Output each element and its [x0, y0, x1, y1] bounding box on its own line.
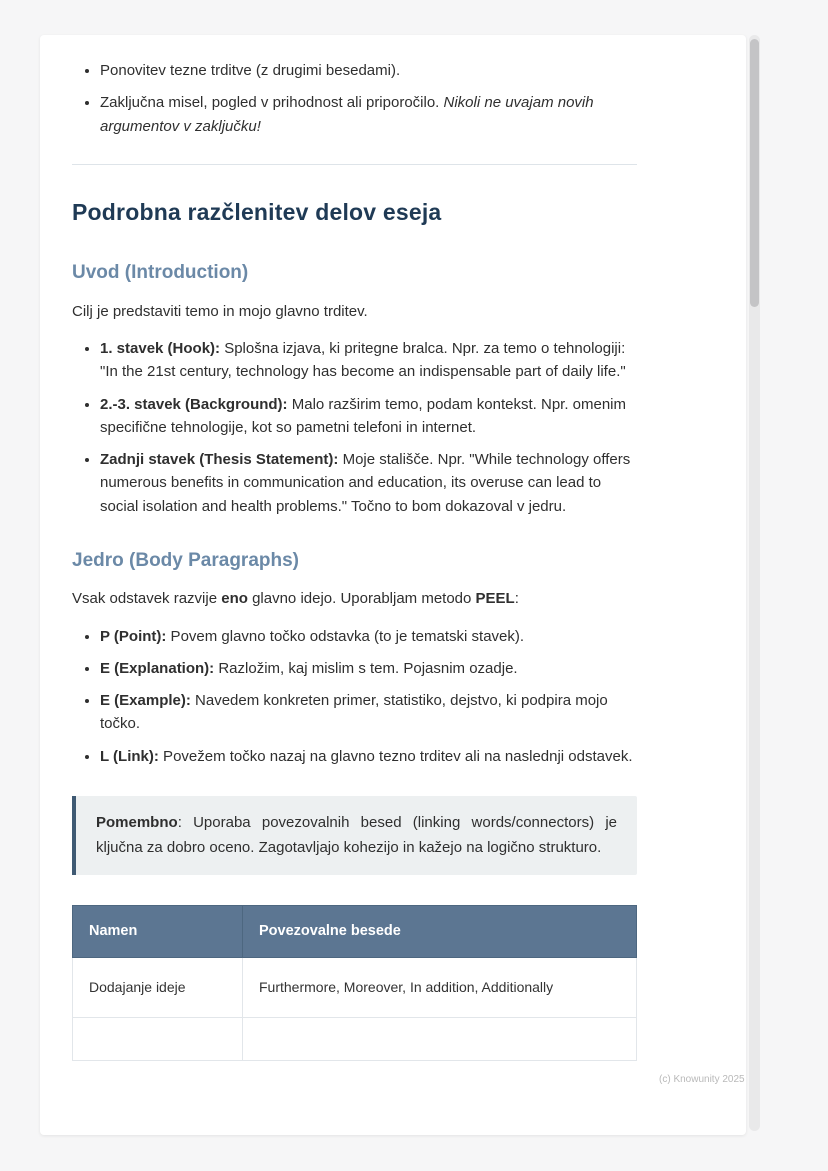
list-item — [100, 625, 637, 648]
connectors-table — [72, 905, 637, 1061]
table-header-row — [73, 906, 637, 957]
list-item-italic-text: Nikoli ne uvajam novih argumentov v zaključku! — [100, 94, 594, 135]
document-card — [40, 35, 746, 1135]
list-item — [100, 657, 637, 680]
list-item-text: Zaključna misel, pogled v prihodnost ali priporočilo. — [100, 94, 444, 112]
table-cell-namen — [73, 1018, 243, 1061]
scrollbar-track[interactable] — [749, 35, 760, 1131]
section-heading-uvod: Uvod (Introduction) — [72, 262, 249, 284]
list-item-text: Razložim, kaj mislim s tem. Pojasnim ozadje. — [214, 659, 518, 677]
list-item-text: Povežem točko nazaj na glavno tezno trditev ali na naslednji odstavek. — [158, 747, 633, 765]
list-item-label: E (Example): — [100, 692, 191, 710]
table-cell-besede: Furthermore, Moreover, In addition, Additionally — [243, 957, 637, 1018]
section-divider — [72, 164, 637, 165]
jedro-intro-paragraph — [72, 587, 637, 610]
table-row-partial — [73, 1018, 637, 1061]
list-item-label: 2.-3. stavek (Background): — [100, 395, 288, 413]
list-item — [100, 448, 637, 518]
paragraph-text: glavno idejo. Uporabljam metodo — [247, 590, 476, 608]
conclusion-bullet-list — [72, 59, 637, 138]
callout-label: Pomembno — [96, 813, 178, 831]
page-title: Podrobna razčlenitev delov eseja — [72, 198, 442, 225]
paragraph-text: : — [514, 590, 519, 608]
scrollbar-thumb[interactable] — [750, 39, 759, 307]
table-cell-besede — [243, 1018, 637, 1061]
list-item-label: L (Link): — [100, 747, 159, 765]
uvod-bullet-list — [72, 337, 637, 518]
list-item-text: Moje stališče. Npr. "While technology offers numerous benefits in communication and education, its overuse can lead to social isolation and health problems." Točno to bom dokazoval v jedru. — [100, 451, 631, 515]
document-content — [40, 35, 637, 1061]
list-item — [100, 91, 637, 138]
list-item-label: Zadnji stavek (Thesis Statement): — [100, 451, 339, 469]
paragraph-bold-text: PEEL — [475, 590, 515, 608]
list-item-label: 1. stavek (Hook): — [100, 340, 221, 358]
list-item — [100, 59, 637, 82]
list-item — [100, 745, 637, 768]
list-item — [100, 393, 637, 440]
table-header-besede: Povezovalne besede — [243, 906, 637, 957]
table-header-namen: Namen — [73, 906, 243, 957]
list-item-text: Navedem konkreten primer, statistiko, dejstvo, ki podpira mojo točko. — [100, 692, 608, 733]
uvod-intro-paragraph: Cilj je predstaviti temo in mojo glavno trditev. — [72, 302, 368, 320]
paragraph-text: Vsak odstavek razvije — [72, 590, 222, 608]
list-item-text: Malo razširim temo, podam kontekst. Npr. omenim specifične tehnologije, kot so pametni telefoni in internet. — [100, 395, 627, 436]
watermark: (c) Knowunity 2025 — [659, 1074, 745, 1085]
callout-text: : Uporaba povezovalnih besed (linking words/connectors) je ključna za dobro oceno. Zagotavljajo kohezijo in kažejo na logično strukturo. — [96, 813, 617, 856]
list-item-text: Splošna izjava, ki pritegne bralca. Npr. za temo o tehnologiji: "In the 21st century, technology has become an indispensable part of daily life." — [100, 340, 626, 381]
list-item-label: E (Explanation): — [100, 659, 215, 677]
list-item — [100, 689, 637, 736]
section-heading-jedro: Jedro (Body Paragraphs) — [72, 549, 299, 571]
list-item — [100, 337, 637, 384]
list-item-label: P (Point): — [100, 627, 167, 645]
list-item-text: Ponovitev tezne trditve (z drugimi besedami). — [100, 62, 401, 79]
paragraph-bold-text: eno — [221, 590, 248, 608]
table-cell-namen: Dodajanje ideje — [73, 957, 243, 1018]
important-callout — [72, 796, 637, 876]
list-item-text: Povem glavno točko odstavka (to je tematski stavek). — [166, 627, 525, 645]
table-row — [73, 957, 637, 1018]
peel-bullet-list — [72, 625, 637, 768]
